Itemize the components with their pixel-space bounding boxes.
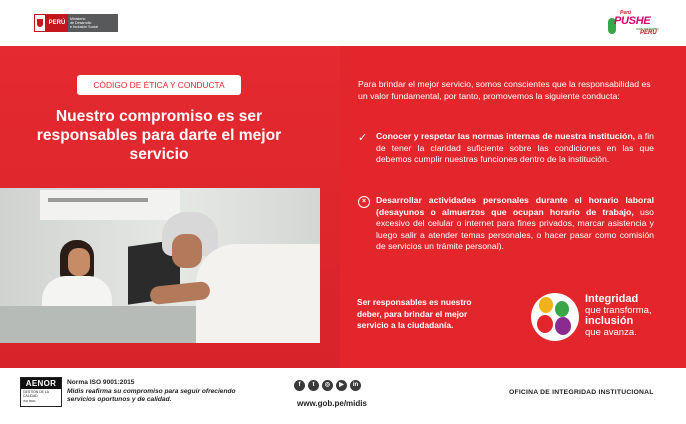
shield-icon <box>34 14 46 32</box>
integrity-logo-icon <box>531 293 579 341</box>
slogan-line-4: que avanza. <box>585 327 637 338</box>
brand-top-text: Perú <box>620 10 632 16</box>
check-icon: ✓ <box>358 132 368 144</box>
youtube-icon[interactable]: ▶ <box>336 380 347 391</box>
slogan-line-3: inclusión <box>585 315 634 327</box>
conduct-item-text <box>358 195 654 253</box>
conduct-item-bold: Desarrollar actividades personales durante el horario laboral (desayunos o almuerzos que ocupan horario de trabajo, <box>376 195 654 217</box>
brand-sub-text: más equitativo <box>636 27 659 31</box>
page-title: Nuestro compromiso es ser responsables para darte el mejor servicio <box>36 108 282 163</box>
section-tag: CÓDIGO DE ÉTICA Y CONDUCTA <box>77 75 241 95</box>
red-content-panel <box>0 46 686 368</box>
top-header <box>0 0 686 46</box>
intro-paragraph: Para brindar el mejor servicio, somos conscientes que la responsabilidad es un valor fundamental, por tanto, promovemos la siguiente conducta: <box>358 79 651 101</box>
facebook-icon[interactable]: f <box>294 380 305 391</box>
integrity-slogan <box>585 294 652 338</box>
ministry-line-2: de Desarrollo <box>70 20 92 25</box>
integrity-badge <box>531 290 671 340</box>
brand-main-text: PUSHE <box>614 15 651 27</box>
iso-statement <box>67 379 237 405</box>
linkedin-icon[interactable]: in <box>350 380 361 391</box>
ministry-name <box>68 14 118 32</box>
office-name: OFICINA DE INTEGRIDAD INSTITUCIONAL <box>509 389 654 396</box>
instagram-icon[interactable]: ◎ <box>322 380 333 391</box>
aenor-code: ISO 9001 <box>23 399 36 403</box>
conduct-item-detail: uso excesivo del celular o internet para fines privados, marcar asistencia y luego salir a atender temas personales, o hacer pasar como comisión de servicios un trámite personal). <box>376 206 654 252</box>
aenor-label: GESTIÓN DE LA CALIDAD <box>23 390 49 398</box>
slogan-line-2: que transforma, <box>585 305 652 316</box>
conduct-item-forbidden <box>358 195 654 253</box>
iso-title: Norma ISO 9001:2015 <box>67 379 135 386</box>
footer <box>0 368 686 424</box>
aenor-certification-logo <box>20 377 62 407</box>
twitter-icon[interactable]: t <box>308 380 319 391</box>
conduct-item-allowed <box>358 131 654 166</box>
slogan-line-1: Integridad <box>585 293 639 305</box>
iso-text: Midis reafirma su compromiso para seguir ofreciendo servicios oportunos y de calidad. <box>67 387 236 404</box>
social-links <box>294 380 361 391</box>
ministry-line-3: e Inclusión Social <box>70 25 98 30</box>
aenor-brand: AENOR <box>21 378 61 389</box>
x-circle-icon: × <box>358 196 370 208</box>
closing-statement: Ser responsables es nuestro deber, para brindar el mejor servicio a la ciudadanía. <box>357 297 472 330</box>
country-label: PERÚ <box>46 14 68 32</box>
conduct-item-detail: a fin de tener la claridad suficiente sobre las condiciones en las que debemos cumplir nuestras funciones dentro de la institución. <box>376 131 654 165</box>
conduct-item-text <box>358 131 654 166</box>
website-link[interactable]: www.gob.pe/midis <box>297 399 367 408</box>
conduct-item-bold: Conocer y respetar las normas internas de nuestra institución, <box>376 131 636 141</box>
government-logo <box>34 14 118 32</box>
service-photo <box>0 188 320 343</box>
brand-logo <box>606 10 664 40</box>
brand-country-text: PERÚ <box>640 30 657 36</box>
ministry-line-1: Ministerio <box>70 16 86 21</box>
